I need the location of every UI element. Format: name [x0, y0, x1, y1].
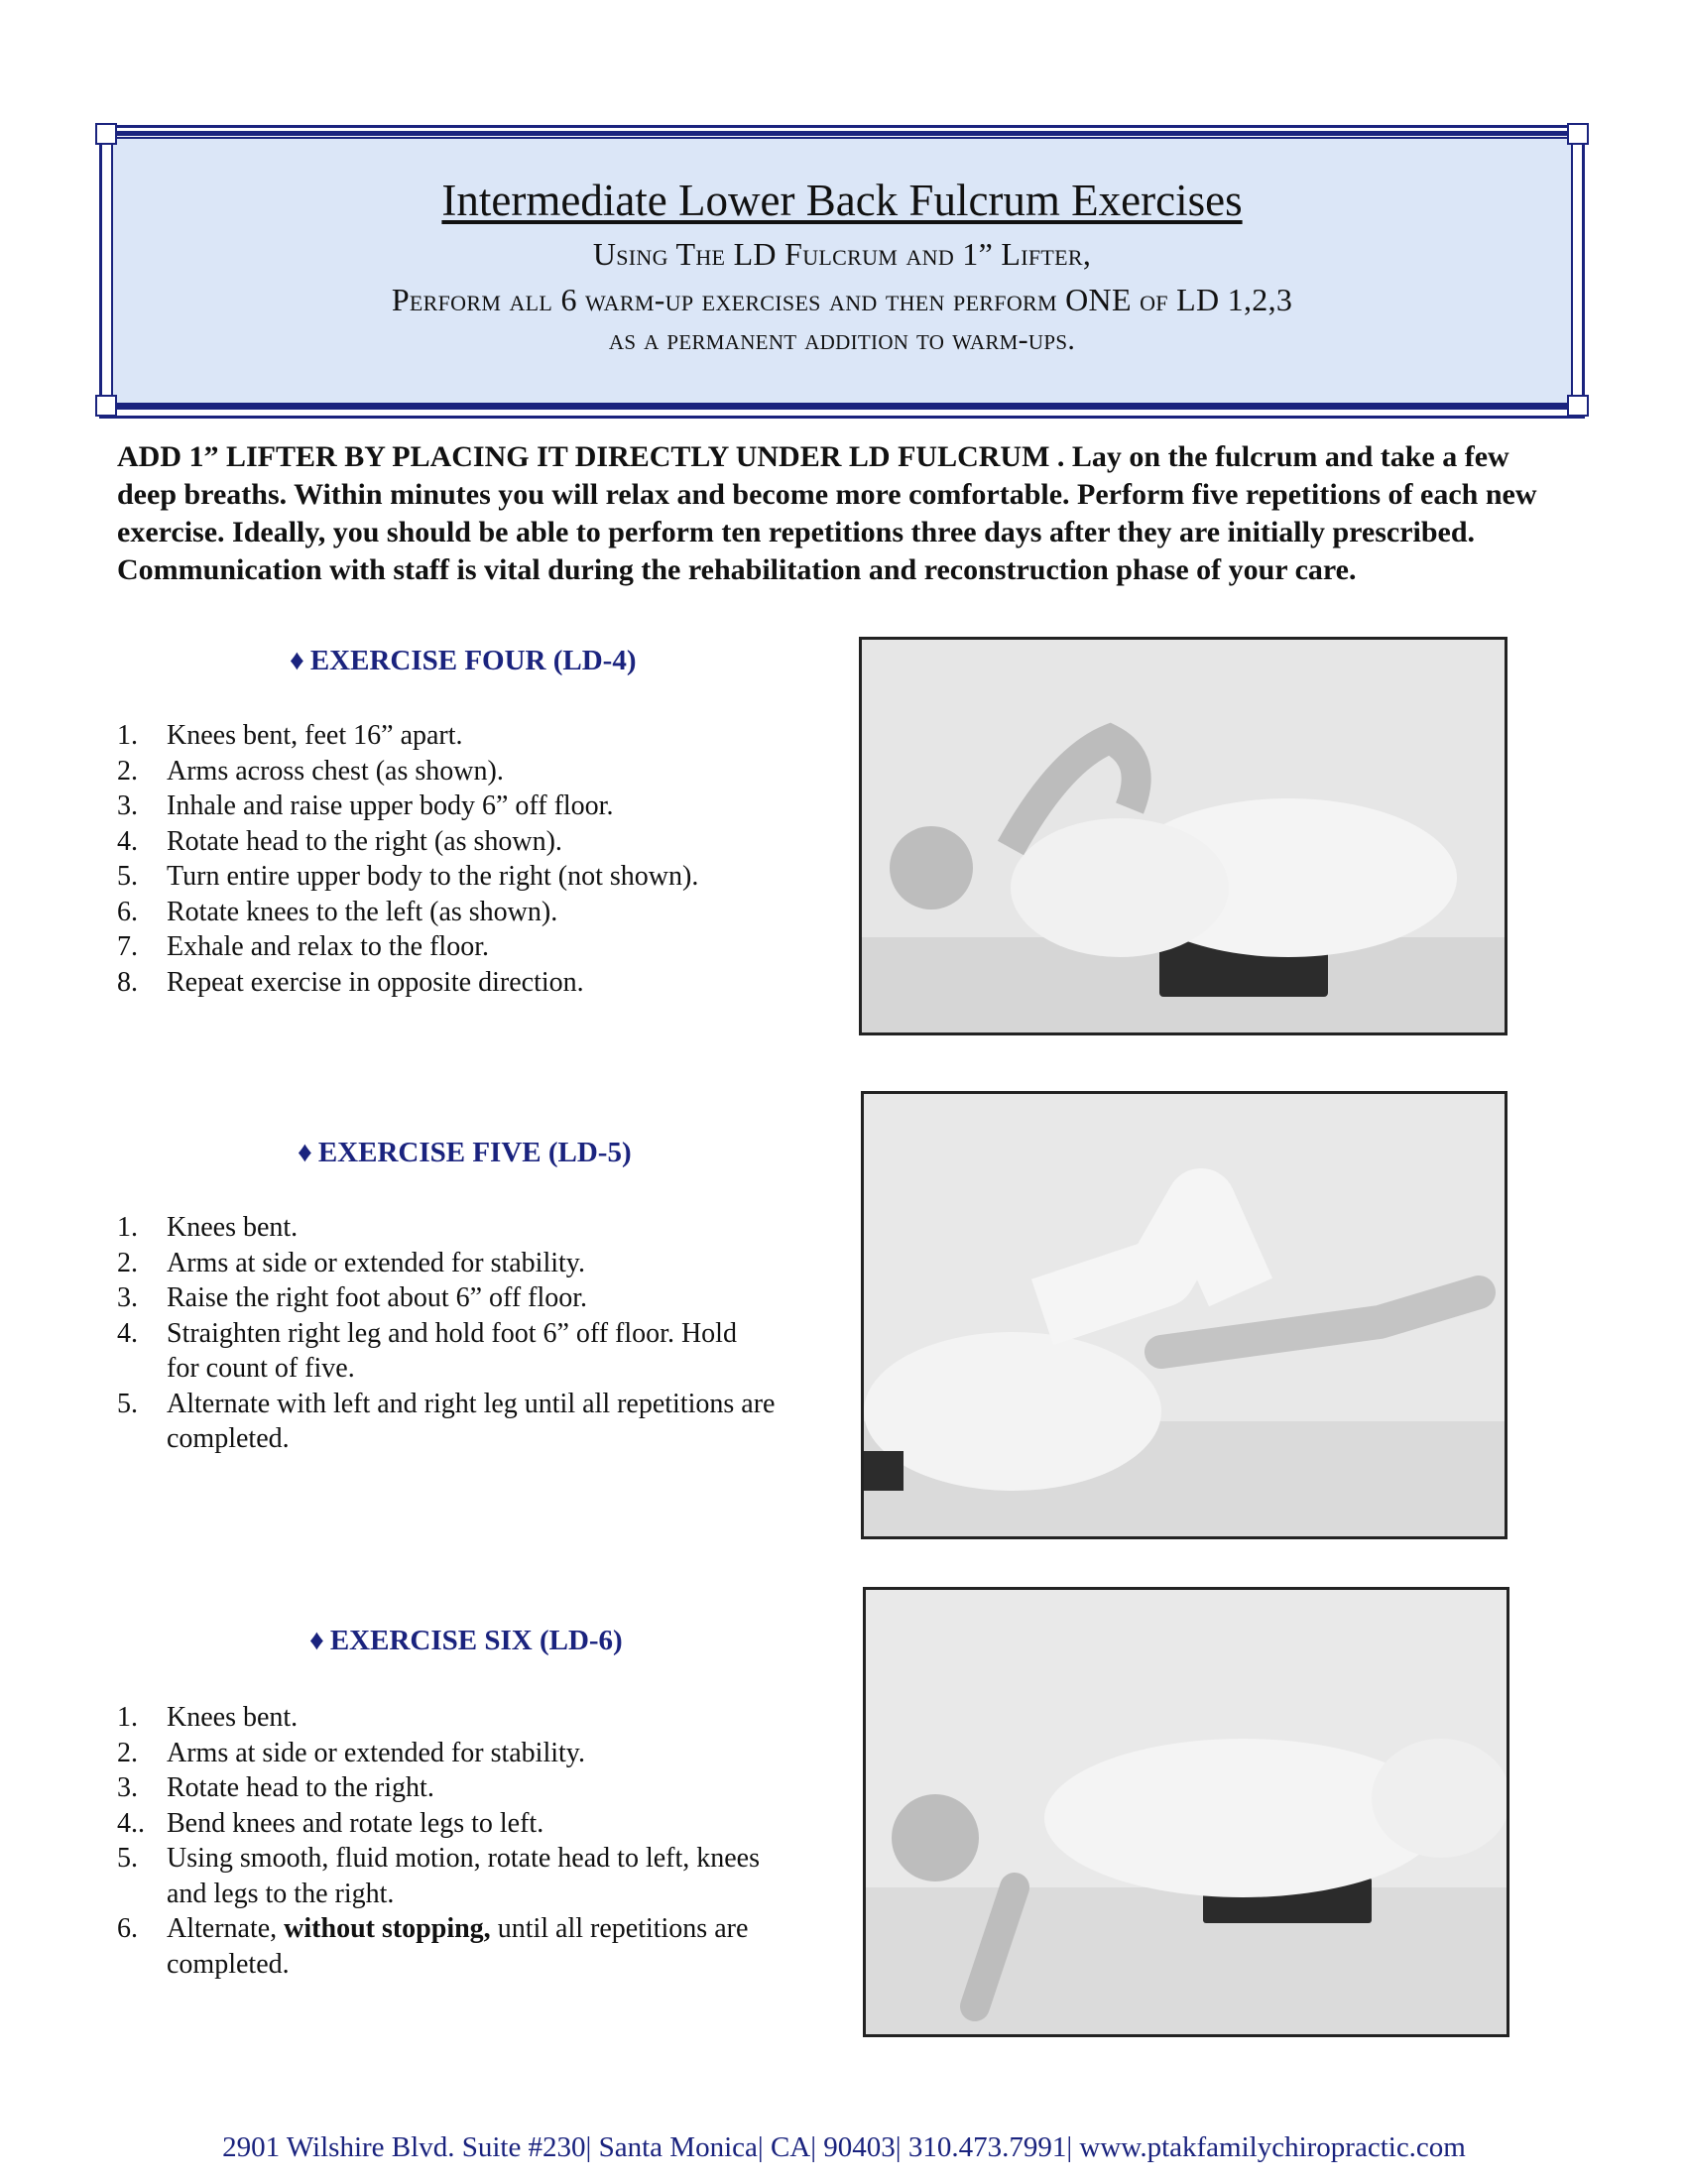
intro-paragraph: ADD 1” LIFTER BY PLACING IT DIRECTLY UNDER LD FULCRUM . Lay on the fulcrum and take a few deep breaths. Within minutes you will relax and become more comfortable. Perform five repetitions of each new exercise. Ideally, you should be able to perform ten repetitions three days after they are initially prescribed. Communication with staff is vital during the rehabilitation and reconstruction phase of your care.: [117, 440, 1537, 586]
exercise-photo: [861, 1091, 1507, 1539]
list-item: 6. Rotate knees to the left (as shown).: [117, 896, 558, 927]
list-item: 2. Arms at side or extended for stability.: [117, 1737, 585, 1768]
list-item: 4. Rotate head to the right (as shown).: [117, 825, 562, 857]
list-item: 8. Repeat exercise in opposite direction.: [117, 966, 584, 998]
list-item: 3. Raise the right foot about 6” off floor.: [117, 1282, 588, 1313]
exercise-steps-list: [117, 718, 831, 1000]
subtitle-line-1: Using The LD Fulcrum and 1” Lifter,: [592, 236, 1092, 272]
list-item: 1. Knees bent, feet 16” apart.: [117, 720, 463, 751]
list-item: 4.. Bend knees and rotate legs to left.: [117, 1807, 544, 1839]
corner-ornament-top-left: [95, 123, 117, 145]
list-item: 3. Inhale and raise upper body 6” off floor.: [117, 790, 614, 821]
list-item: 5. Alternate with left and right leg until all repetitions are completed.: [117, 1388, 776, 1454]
diamond-bullet-icon: ♦: [290, 645, 304, 676]
corner-ornament-top-right: [1567, 123, 1589, 145]
corner-ornament-bottom-left: [95, 395, 117, 417]
list-item: 2. Arms across chest (as shown).: [117, 755, 504, 787]
subtitle-line-2: Perform all 6 warm-up exercises and then perform ONE of LD 1,2,3: [391, 282, 1293, 317]
exercise-heading: ♦ EXERCISE FOUR (LD-4): [290, 645, 637, 676]
diamond-bullet-icon: ♦: [298, 1137, 312, 1168]
banner-rule-bottom: [99, 405, 1585, 410]
banner-rule-top: [99, 131, 1585, 136]
list-item: 3. Rotate head to the right.: [117, 1772, 434, 1803]
exercise-steps-list: [117, 1700, 831, 1982]
exercise-heading: ♦ EXERCISE FIVE (LD-5): [298, 1137, 632, 1168]
list-item: 1. Knees bent.: [117, 1702, 299, 1733]
exercise-photo: [859, 637, 1507, 1035]
corner-ornament-bottom-right: [1567, 395, 1589, 417]
list-item: 1. Knees bent.: [117, 1212, 299, 1243]
diamond-bullet-icon: ♦: [309, 1625, 324, 1656]
exercise-steps-list: [117, 1210, 811, 1457]
list-item: 6. Alternate, without stopping, until all repetitions are completed.: [117, 1913, 749, 1980]
list-item: 5. Turn entire upper body to the right (not shown).: [117, 861, 699, 892]
list-item: 5. Using smooth, fluid motion, rotate head to left, knees and legs to the right.: [117, 1843, 761, 1909]
exercise-heading: ♦ EXERCISE SIX (LD-6): [309, 1625, 623, 1656]
list-item: 4. Straighten right leg and hold foot 6” off floor. Hold for count of five.: [117, 1317, 737, 1384]
page-title: Intermediate Lower Back Fulcrum Exercises: [441, 176, 1243, 225]
subtitle-line-3: as a permanent addition to warm-ups.: [608, 323, 1076, 356]
list-item: 2. Arms at side or extended for stability.: [117, 1247, 585, 1278]
exercise-photo: [863, 1587, 1509, 2037]
list-item: 7. Exhale and relax to the floor.: [117, 931, 489, 962]
footer-contact: 2901 Wilshire Blvd. Suite #230| Santa Monica| CA| 90403| 310.473.7991| www.ptakfamilychiropractic.com: [222, 2131, 1466, 2163]
